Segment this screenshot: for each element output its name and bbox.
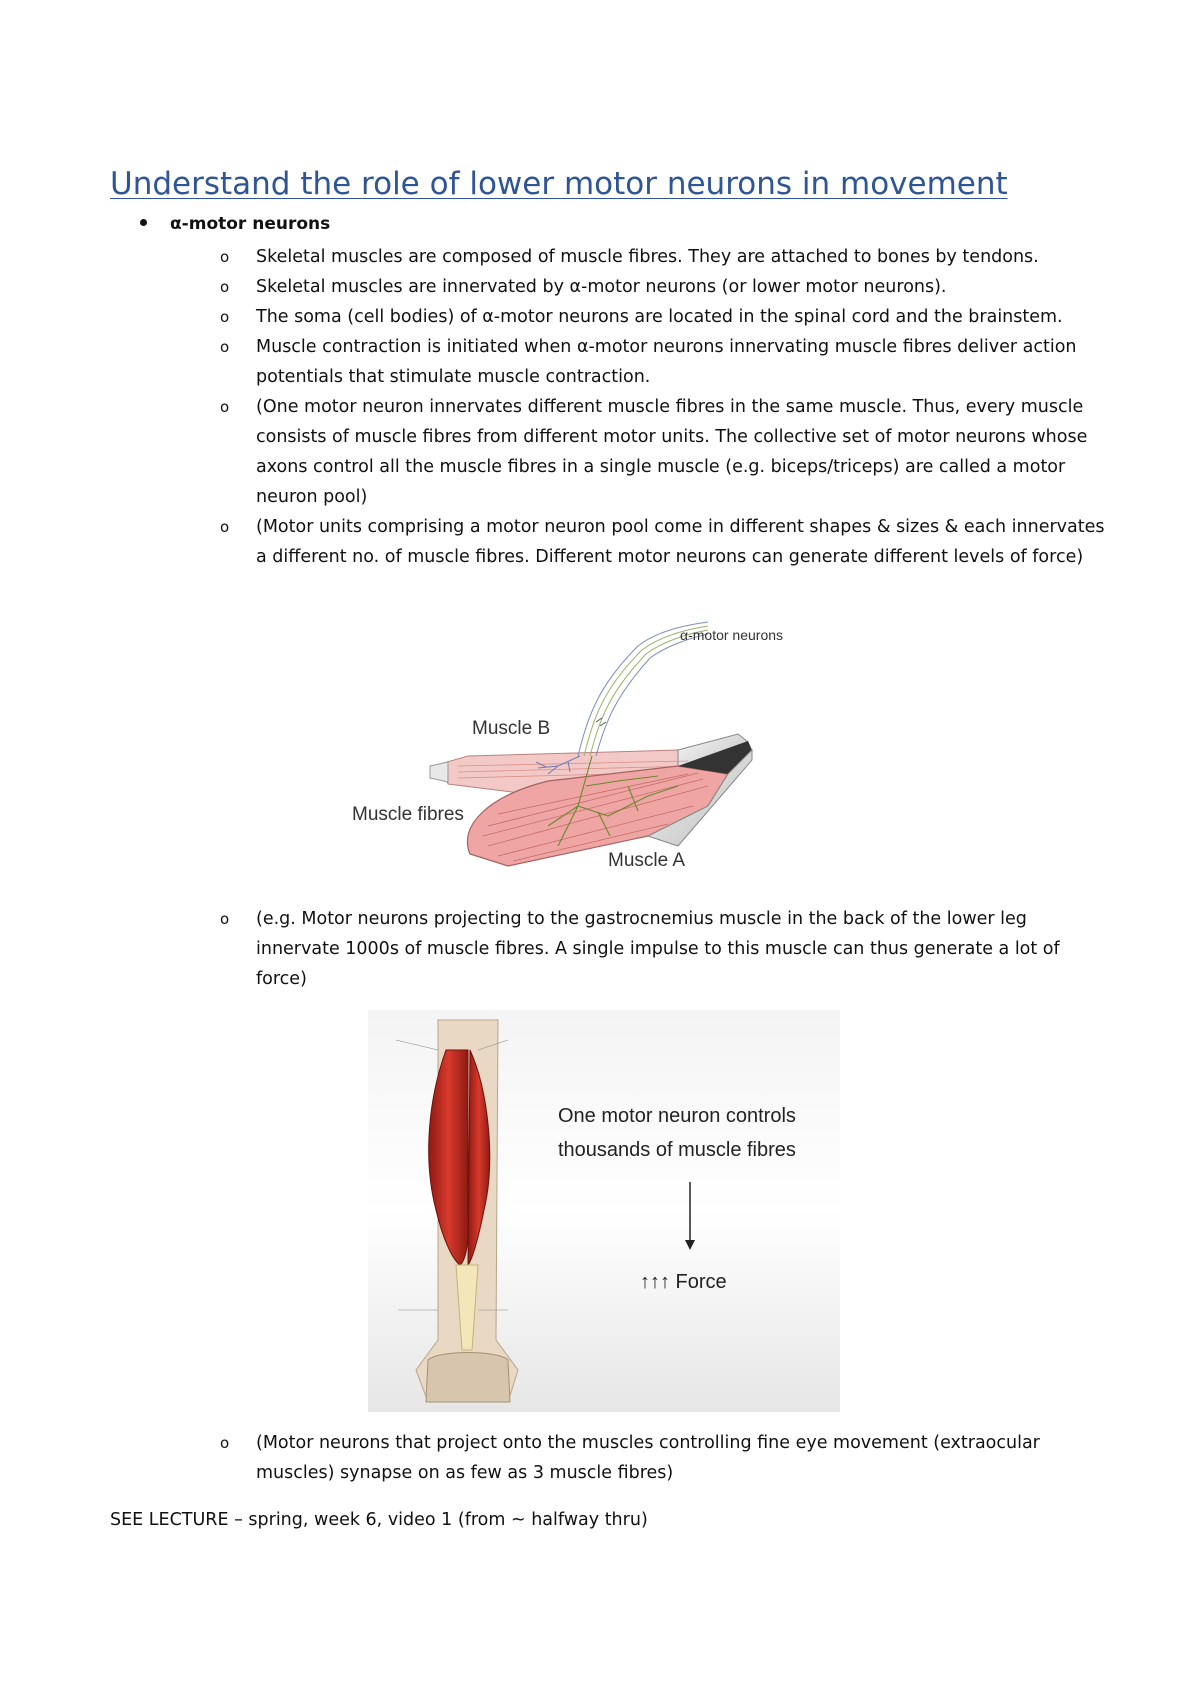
list-marker: o <box>220 248 230 266</box>
list-marker: o <box>220 398 230 416</box>
label-muscle-a: Muscle A <box>608 850 686 871</box>
lecture-reference: SEE LECTURE – spring, week 6, video 1 (from ~ halfway thru) <box>110 1510 648 1530</box>
list-marker: o <box>220 518 230 536</box>
list-marker: o <box>220 278 230 296</box>
bullet-label: α-motor neurons <box>170 214 331 234</box>
caption-line-2: thousands of muscle fibres <box>558 1139 796 1161</box>
motor-neuron-muscle-figure <box>348 616 858 880</box>
list-item-text: Muscle contraction is initiated when α-motor neurons innervating muscle fibres deliver action potentials that stimulate muscle contraction. <box>256 337 1077 387</box>
list-item-text: (Motor neurons that project onto the muscles controlling fine eye movement (extraocular muscles) synapse on as few as 3 muscle fibres) <box>256 1433 1040 1483</box>
page-title: Understand the role of lower motor neurons in movement <box>110 166 1008 202</box>
list-item-text: (e.g. Motor neurons projecting to the gastrocnemius muscle in the back of the lower leg innervate 1000s of muscle fibres. A single impulse to this muscle can thus generate a lot of force) <box>256 909 1060 989</box>
label-alpha-motor-neurons: α-motor neurons <box>680 627 784 643</box>
list-item-text: (Motor units comprising a motor neuron pool come in different shapes & sizes & each innervates a different no. of muscle fibres. Different motor neurons can generate different levels of force) <box>256 517 1105 567</box>
caption-line-1: One motor neuron controls <box>558 1105 796 1127</box>
gastrocnemius-figure <box>368 1010 840 1412</box>
list-item-text: The soma (cell bodies) of α-motor neurons are located in the spinal cord and the brainstem. <box>256 307 1063 327</box>
list-item-text: (One motor neuron innervates different muscle fibres in the same muscle. Thus, every muscle consists of muscle fibres from different motor units. The collective set of motor neurons whose axons control all the muscle fibres in a single muscle (e.g. biceps/triceps) are called a motor neuron pool) <box>256 397 1088 507</box>
bullet-dot-icon <box>140 219 147 226</box>
motor-neuron-diagram <box>348 616 858 880</box>
list-item-text: Skeletal muscles are innervated by α-motor neurons (or lower motor neurons). <box>256 277 947 297</box>
list-item-text: Skeletal muscles are composed of muscle fibres. They are attached to bones by tendons. <box>256 247 1039 267</box>
list-marker: o <box>220 910 230 928</box>
list-marker: o <box>220 338 230 356</box>
list-marker: o <box>220 1434 230 1452</box>
label-muscle-b: Muscle B <box>472 718 551 739</box>
list-marker: o <box>220 308 230 326</box>
label-muscle-fibres: Muscle fibres <box>352 804 464 825</box>
gastrocnemius-diagram <box>368 1010 840 1412</box>
force-label: ↑↑↑ Force <box>640 1271 727 1293</box>
